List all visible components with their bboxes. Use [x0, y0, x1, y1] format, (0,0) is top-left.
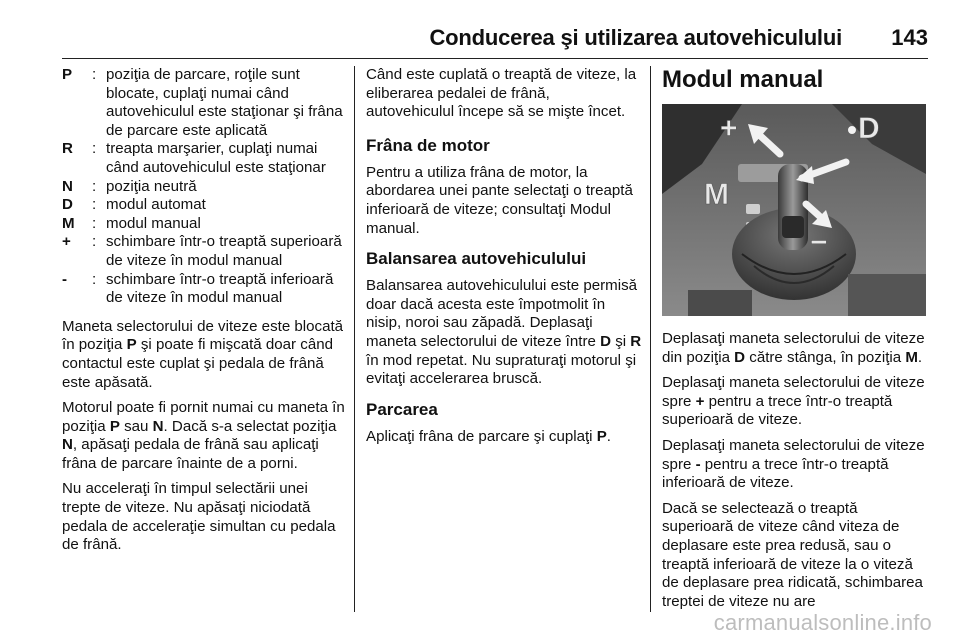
seat-shadow	[848, 274, 926, 316]
page-number: 143	[891, 25, 928, 50]
definition-colon: :	[92, 66, 97, 83]
definition-item	[62, 140, 350, 177]
paragraph: Deplasaţi maneta selectorului de viteze spre + pentru a trece într-o treaptă superioară de viteze.	[662, 374, 925, 429]
gear-selector-photo	[662, 104, 926, 316]
definition-text: modul manual	[106, 214, 201, 232]
definition-key: N	[62, 177, 73, 195]
definition-list	[62, 66, 350, 308]
column-left	[62, 66, 350, 562]
definition-item	[62, 178, 350, 197]
seat-shadow	[688, 290, 752, 316]
definition-item	[62, 233, 350, 270]
definition-key: +	[62, 233, 71, 251]
page-header	[62, 24, 928, 59]
definition-colon: :	[92, 140, 97, 158]
definition-key: M	[62, 214, 75, 232]
definition-colon: :	[92, 196, 97, 214]
watermark: carmanualsonline.info	[713, 610, 932, 635]
paragraph: Aplicaţi frâna de parcare şi cuplaţi P.	[366, 427, 611, 445]
definition-key: P	[62, 66, 73, 83]
definition-colon: :	[92, 214, 97, 232]
definition-text: modul automat	[106, 196, 206, 214]
section-heading: Parcarea	[366, 399, 438, 419]
lever-collar	[782, 216, 804, 238]
section-title: Modul manual	[662, 66, 824, 93]
page-title: Conducerea şi utilizarea autovehiculului	[429, 25, 842, 50]
paragraph: Deplasaţi maneta selectorului de viteze din poziţia D către stânga, în poziţia M.	[662, 330, 925, 366]
column-divider	[354, 66, 355, 612]
position-dot	[848, 126, 856, 134]
definition-item	[62, 196, 350, 215]
definition-key: D	[62, 196, 73, 214]
column-divider	[650, 66, 651, 612]
definition-text: treapta marşarier, cuplaţi numai când autovehiculul este staţionar	[106, 140, 326, 176]
paragraph: Când este cuplată o treaptă de viteze, la eliberarea pedalei de frână, autovehiculul începe să se mişte încet.	[366, 66, 637, 121]
paragraph: Motorul poate fi pornit numai cu maneta în poziţia P sau N. Dacă s-a selectat poziţia N, apăsaţi pedala de frână sau aplicaţi frâna de parcare înainte de a porni.	[62, 399, 345, 472]
section-heading: Frâna de motor	[366, 135, 490, 155]
section-heading: Balansarea autovehiculului	[366, 249, 587, 269]
paragraph: Deplasaţi maneta selectorului de viteze spre - pentru a trece într-o treaptă inferioară de viteze.	[662, 436, 925, 492]
minus-label: −	[810, 226, 828, 259]
console-button	[746, 204, 760, 214]
definition-item	[62, 271, 350, 308]
definition-key: R	[62, 140, 73, 158]
definition-colon: :	[92, 233, 97, 251]
definition-text: poziţia neutră	[106, 177, 197, 195]
paragraph: Dacă se selectează o treaptă superioară de viteze când viteza de deplasare este prea redusă, sau o treaptă inferioară de viteze la o viteză de deplasare prea ridicată, schimbarea treptei de viteze nu are	[662, 499, 923, 610]
definition-item	[62, 215, 350, 234]
paragraph: Balansarea autovehiculului este permisă doar dacă acesta este împotmolit în nisip, noroi sau zăpadă. Deplasaţi maneta selectorului de viteze între D şi R în mod repetat. Nu supraturaţi motorul şi evitaţi accelerarea bruscă.	[366, 277, 642, 388]
definition-text: schimbare într-o treaptă superioară de viteze în modul manual	[106, 233, 342, 269]
paragraph: Maneta selectorului de viteze este blocată în poziţia P şi poate fi mişcată doar când contactul este cuplat şi pedala de frână este apăsată.	[62, 317, 344, 391]
definition-key: -	[62, 270, 68, 288]
definition-item	[62, 66, 350, 140]
paragraph: Nu acceleraţi în timpul selectării unei trepte de viteze. Nu apăsaţi niciodată pedala de acceleraţie simultan cu pedala de frână.	[62, 480, 336, 554]
plus-label: +	[720, 112, 738, 145]
paragraph: Pentru a utiliza frâna de motor, la abordarea unei pante selectaţi o treaptă inferioară de viteze; consultaţi Modul manual.	[366, 163, 633, 237]
column-middle	[366, 66, 642, 453]
definition-colon: :	[92, 177, 97, 195]
definition-colon: :	[92, 270, 97, 288]
definition-text: schimbare într-o treaptă inferioară de viteze în modul manual	[106, 270, 334, 307]
column-right	[662, 66, 930, 618]
d-label: D	[858, 112, 880, 145]
definition-text: poziţia de parcare, roţile sunt blocate, cuplaţi numai când autovehiculul este staţionar şi frâna de parcare este aplicată	[106, 66, 343, 139]
m-label: M	[704, 178, 729, 211]
